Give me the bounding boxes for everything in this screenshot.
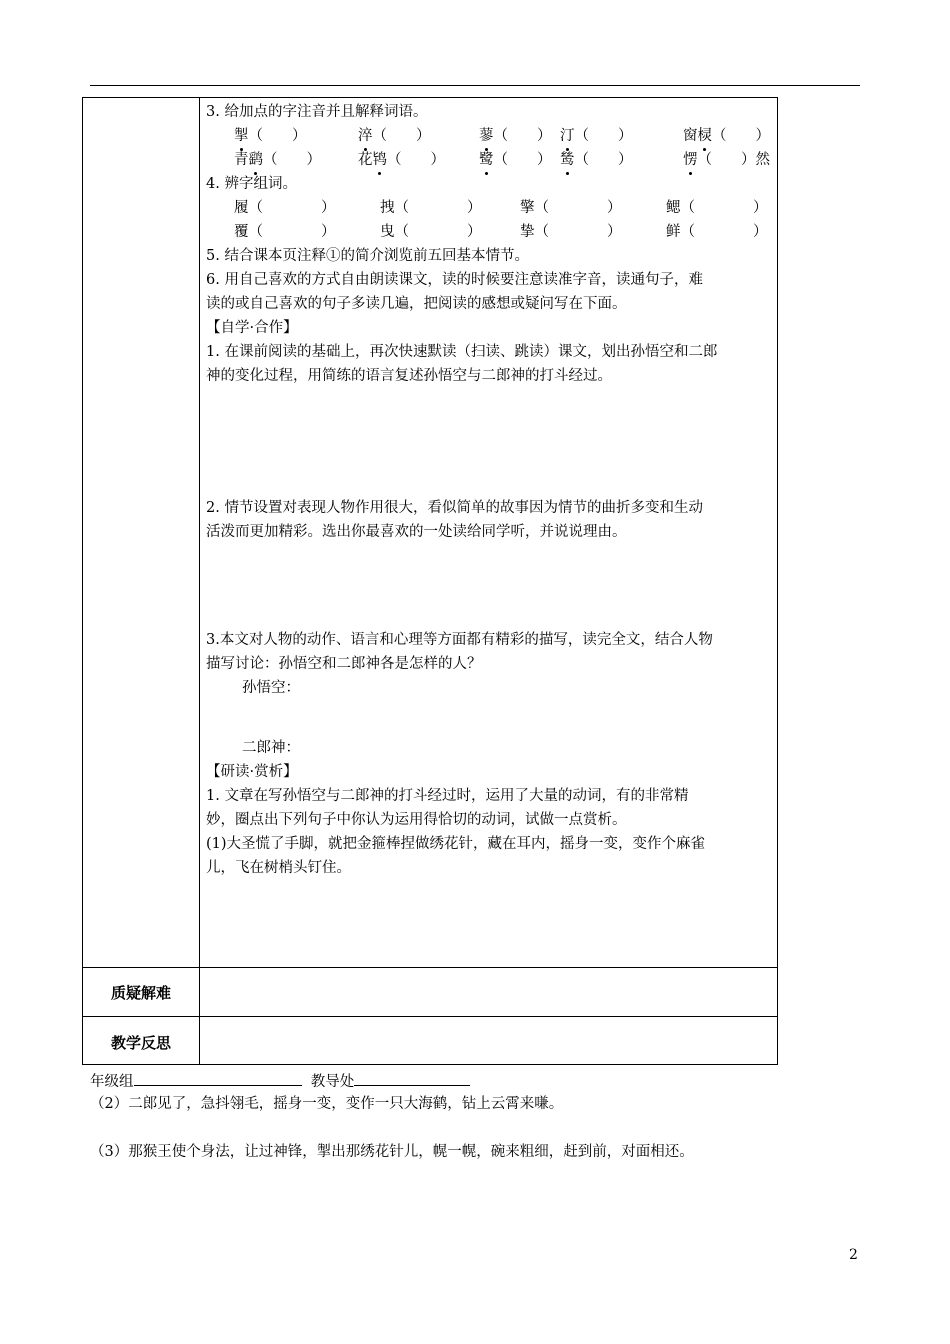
zixue-q2-line-2: 活泼而更加精彩。选出你最喜欢的一处读给同学听，并说说理由。 xyxy=(206,524,627,540)
q4-row-1 xyxy=(206,196,786,220)
column-divider xyxy=(199,98,200,1064)
term-item: 鸶（ ） xyxy=(560,148,633,172)
yandu-q1-line-2: 妙，圈点出下列句子中你认为运用得恰切的动词，试做一点赏析。 xyxy=(206,812,627,828)
term-item: 花鸨（ ） xyxy=(358,148,445,172)
q6-line-2: 读的或自己喜欢的句子多读几遍，把阅读的感想或疑问写在下面。 xyxy=(206,296,627,312)
sentence-3: （3）那猴王使个身法，让过神锋，掣出那绣花针儿，幌一幌，碗来粗细，赶到前，对面相还。 xyxy=(90,1144,694,1160)
zixue-q3-line-1: 3.本文对人物的动作、语言和心理等方面都有精彩的描写，读完全文，结合人物 xyxy=(206,632,713,648)
zixue-q1-line-2: 神的变化过程，用简练的语言复述孙悟空与二郎神的打斗经过。 xyxy=(206,368,612,384)
q6-line-1: 6. 用自己喜欢的方式自由朗读课文，读的时候要注意读准字音，读通句子，难 xyxy=(206,272,703,288)
q5-text: 5. 结合课本页注释①的简介浏览前五回基本情节。 xyxy=(206,248,529,264)
term-item: 掣（ ） xyxy=(234,124,307,148)
term-item: 鹭（ ） xyxy=(479,148,552,172)
term-item: 汀（ ） xyxy=(560,124,633,148)
answer-space xyxy=(206,544,786,628)
label-jiaoxue-fansi: 教学反思 xyxy=(110,1034,171,1052)
teaching-office-label: 教导处 xyxy=(310,1074,355,1090)
word-item: 鲜（ ） xyxy=(666,224,768,240)
label-erlang-shen: 二郎神： xyxy=(242,740,300,756)
sentence-1-line-1: (1)大圣慌了手脚，就把金箍棒捏做绣花针，藏在耳内，摇身一变，变作个麻雀 xyxy=(206,836,706,852)
sentence-1-line-2: 儿，飞在树梢头钉住。 xyxy=(206,860,351,876)
term-item: 蓼（ ） xyxy=(479,124,552,148)
word-item: 鳃（ ） xyxy=(666,200,768,216)
row-divider xyxy=(83,1016,777,1017)
q3-row-1 xyxy=(206,124,786,148)
answer-space xyxy=(206,700,786,736)
grade-group-blank xyxy=(134,1071,302,1086)
page-number: 2 xyxy=(849,1247,858,1263)
label-sun-wukong: 孙悟空： xyxy=(242,680,300,696)
grade-group-label: 年级组 xyxy=(90,1074,134,1090)
footer-signature-line xyxy=(90,1070,470,1091)
answer-space xyxy=(206,388,786,496)
section-title-yandu: 【研读·赏析】 xyxy=(206,764,298,780)
term-item: 淬（ ） xyxy=(358,124,431,148)
table-content xyxy=(206,100,786,880)
teaching-office-blank xyxy=(354,1071,470,1086)
word-item: 覆（ ） xyxy=(234,224,336,240)
zixue-q1-line-1: 1. 在课前阅读的基础上，再次快速默读（扫读、跳读）课文，划出孙悟空和二郎 xyxy=(206,344,718,360)
term-item: 青鹞（ ） xyxy=(234,148,321,172)
word-item: 擎（ ） xyxy=(520,200,622,216)
q3-heading: 3. 给加点的字注音并且解释词语。 xyxy=(206,104,428,120)
q4-row-2 xyxy=(206,220,786,244)
word-item: 履（ ） xyxy=(234,200,336,216)
row-divider xyxy=(83,967,777,968)
word-item: 曳（ ） xyxy=(380,224,482,240)
header-rule xyxy=(90,85,860,86)
label-zhiyi-jienan: 质疑解难 xyxy=(110,984,171,1002)
sentence-2: （2）二郎见了，急抖翎毛，摇身一变，变作一只大海鹤，钻上云霄来嗛。 xyxy=(90,1096,564,1112)
term-item: 窗棂（ ） xyxy=(683,124,770,148)
q3-row-2 xyxy=(206,148,786,172)
word-item: 拽（ ） xyxy=(380,200,482,216)
zixue-q3-line-2: 描写讨论：孙悟空和二郎神各是怎样的人？ xyxy=(206,656,482,672)
zixue-q2-line-1: 2. 情节设置对表现人物作用很大，看似简单的故事因为情节的曲折多变和生动 xyxy=(206,500,703,516)
word-item: 挚（ ） xyxy=(520,224,622,240)
q4-heading: 4. 辨字组词。 xyxy=(206,176,297,192)
yandu-q1-line-1: 1. 文章在写孙悟空与二郎神的打斗经过时，运用了大量的动词，有的非常精 xyxy=(206,788,689,804)
term-item: 愣（ ）然 xyxy=(683,148,770,172)
section-title-zixue: 【自学·合作】 xyxy=(206,320,298,336)
